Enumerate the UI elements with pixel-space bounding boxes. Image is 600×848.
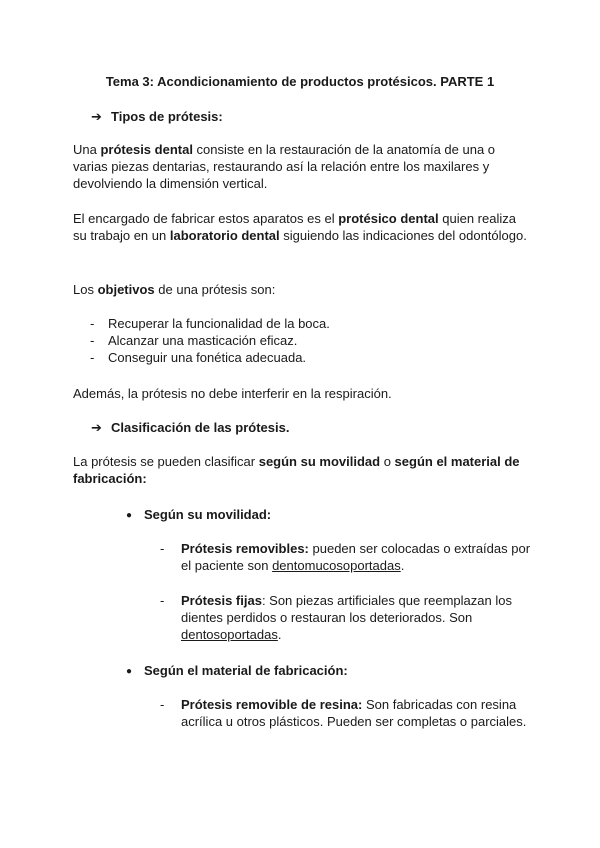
section-heading-clasificacion: [91, 419, 289, 436]
objectives-list: [90, 315, 530, 366]
paragraph-respiracion: Además, la prótesis no debe interferir en la respiración.: [73, 386, 392, 401]
paragraph-protesico: El encargado de fabricar estos aparatos es el protésico dental quien realiza su trabajo en un laboratorio dental siguiendo las indicaciones del odontólogo.: [73, 211, 527, 243]
term-dentosoportadas: dentosoportadas: [181, 627, 278, 642]
term-objetivos: objetivos: [97, 282, 155, 297]
term-protesis-removibles: Prótesis removibles:: [181, 541, 309, 556]
term-segun-material: según el material de fabricación:: [73, 454, 520, 486]
term-segun-movilidad: según su movilidad: [258, 454, 381, 469]
subitem-fijas: - Prótesis fijas: Son piezas artificiales que reemplazan los dientes perdidos o restauran los deteriorados. Son dentosoportadas.: [160, 593, 512, 642]
bullet-icon: ●: [126, 510, 133, 521]
term-laboratorio-dental: laboratorio dental: [169, 228, 280, 243]
arrow-icon: ➔: [91, 109, 102, 124]
term-protesis-dental: prótesis dental: [100, 142, 193, 157]
term-dentomucosoportadas: dentomucosoportadas: [272, 558, 401, 573]
document-title: Tema 3: Acondicionamiento de productos protésicos. PARTE 1: [105, 74, 495, 89]
paragraph-objetivos: Los objetivos de una prótesis son:: [73, 282, 276, 297]
list-item: - Alcanzar una masticación eficaz.: [90, 333, 298, 348]
list-item: - Recuperar la funcionalidad de la boca.: [90, 316, 330, 331]
section-heading-text: Clasificación de las prótesis.: [111, 420, 290, 435]
section-heading-text: Tipos de prótesis:: [111, 109, 223, 124]
paragraph-clasificacion: La prótesis se pueden clasificar según su movilidad o según el material de fabricación:: [73, 454, 520, 486]
bullet-segun-movilidad: ● Según su movilidad:: [126, 507, 272, 522]
term-protesico-dental: protésico dental: [338, 211, 439, 226]
term-protesis-fijas: Prótesis fijas: [181, 593, 262, 608]
paragraph-protesis-dental: Una prótesis dental consiste en la restauración de la anatomía de una o varias piezas dentarias, restaurando así la relación entre los maxilares y devolviendo la dimensión vertical.: [73, 142, 496, 191]
subitem-removibles: - Prótesis removibles: pueden ser colocadas o extraídas por el paciente son dentomucosoportadas.: [160, 541, 531, 573]
section-heading-tipos: [91, 108, 223, 125]
bullet-icon: ●: [126, 666, 133, 677]
list-item: - Conseguir una fonética adecuada.: [90, 350, 307, 365]
arrow-icon: ➔: [91, 420, 102, 435]
term-protesis-resina: Prótesis removible de resina:: [181, 697, 363, 712]
bullet-segun-material: ● Según el material de fabricación:: [126, 663, 348, 678]
subitem-resina: - Prótesis removible de resina: Son fabricadas con resina acrílica u otros plásticos. Pueden ser completas o parciales.: [160, 697, 527, 729]
